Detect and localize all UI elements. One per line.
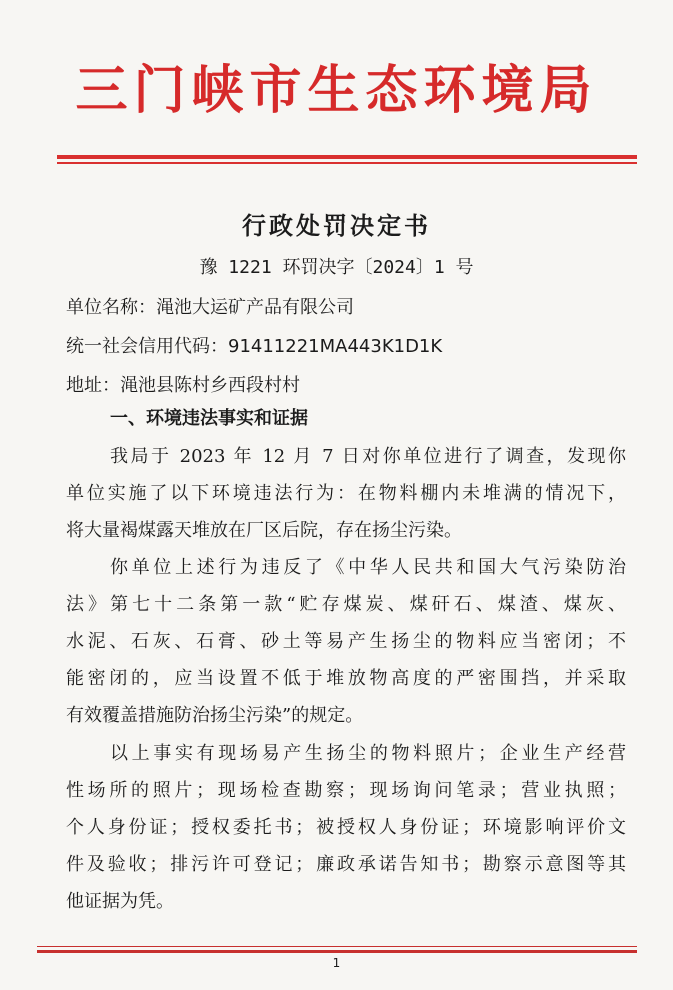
field-address	[66, 371, 300, 397]
paragraph-investigation	[66, 438, 626, 549]
field-value: 91411221MA443K1D1K	[228, 336, 443, 357]
paragraph-line: 单位实施了以下环境违法行为：在物料棚内未堆满的情况下，	[66, 483, 626, 504]
paragraph-line: 我局于 2023 年 12 月 7 日对你单位进行了调查，发现你	[110, 446, 626, 467]
field-label: 地址：	[66, 375, 120, 396]
paragraph-violation	[66, 549, 626, 734]
field-label: 统一社会信用代码：	[66, 336, 228, 357]
paragraph-line: 法》第七十二条第一款“贮存煤炭、煤矸石、煤渣、煤灰、	[66, 594, 626, 615]
letterhead-divider-thick	[57, 155, 637, 159]
agency-letterhead: 三门峡市生态环境局	[75, 60, 598, 121]
document-title: 行政处罚决定书	[242, 211, 431, 240]
paragraph-line: 能密闭的，应当设置不低于堆放物高度的严密围挡，并采取	[66, 668, 626, 689]
paragraph-line: 件及验收；排污许可登记；廉政承诺告知书；勘察示意图等其	[66, 854, 626, 875]
paragraph-evidence	[66, 735, 626, 920]
letterhead-divider-thin	[57, 162, 637, 164]
document-number: 豫 1221 环罚决字〔2024〕1 号	[199, 257, 474, 278]
field-credit-code	[66, 332, 442, 358]
paragraph-line: 有效覆盖措施防治扬尘污染”的规定。	[66, 705, 364, 726]
field-value: 渑池大运矿产品有限公司	[156, 297, 354, 318]
paragraph-line: 性场所的照片；现场检查勘察；现场询问笔录；营业执照；	[66, 780, 626, 801]
paragraph-line: 你单位上述行为违反了《中华人民共和国大气污染防治	[110, 557, 626, 578]
paragraph-line: 个人身份证；授权委托书；被授权人身份证；环境影响评价文	[66, 817, 626, 838]
page-number: 1	[332, 956, 341, 970]
paragraph-line: 将大量褐煤露天堆放在厂区后院，存在扬尘污染。	[66, 520, 462, 541]
footer-divider-thin	[37, 946, 637, 947]
field-value: 渑池县陈村乡西段村村	[120, 375, 300, 396]
paragraph-line: 水泥、石灰、石膏、砂土等易产生扬尘的物料应当密闭；不	[66, 631, 626, 652]
paragraph-line: 以上事实有现场易产生扬尘的物料照片；企业生产经营	[110, 743, 626, 764]
section-heading: 一、环境违法事实和证据	[110, 408, 308, 429]
footer-divider-thick	[37, 950, 637, 953]
field-label: 单位名称：	[66, 297, 156, 318]
paragraph-line: 他证据为凭。	[66, 891, 174, 912]
field-unit-name	[66, 293, 354, 319]
